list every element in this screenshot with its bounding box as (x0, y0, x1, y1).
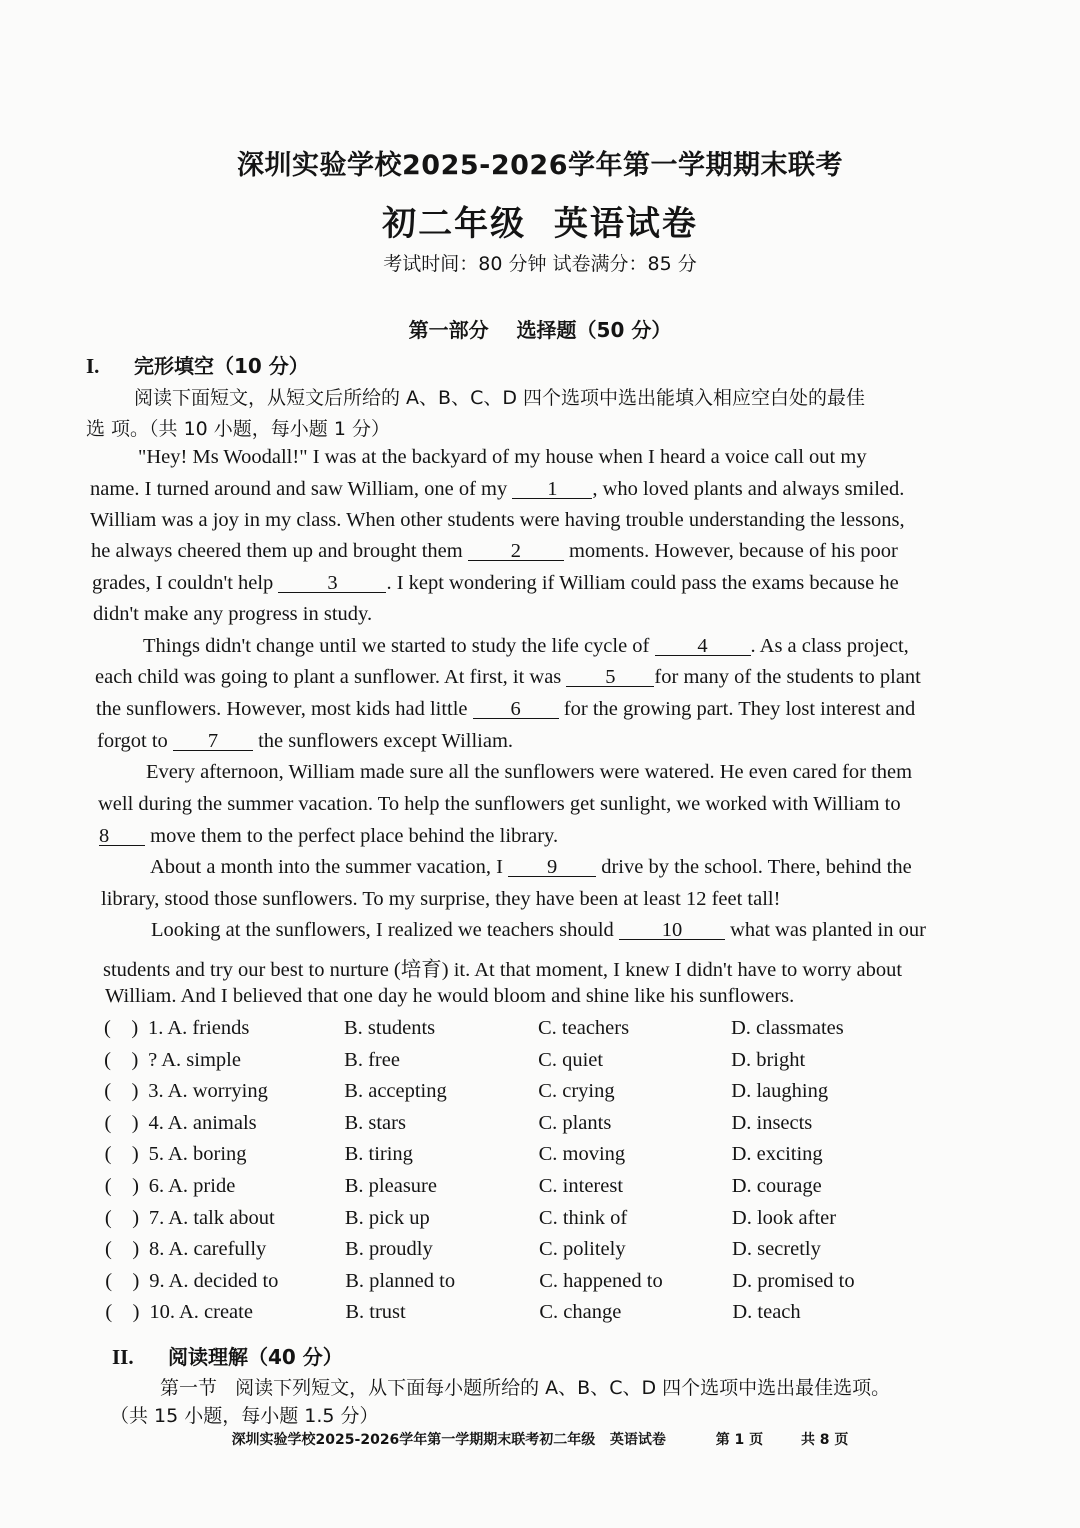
blank-6: 6 (473, 700, 559, 719)
option-a: ? A. simple (148, 1048, 241, 1071)
blank-7: 7 (173, 732, 253, 751)
option-b: B. proudly (345, 1238, 433, 1261)
option-c: C. interest (538, 1175, 624, 1197)
section-1-number: I. (86, 354, 100, 378)
option-c: C. happened to (539, 1269, 663, 1292)
passage-line: Looking at the sunflowers, I realized we teachers should 10 what was planted in our (151, 919, 926, 941)
section-2-number: II. (112, 1345, 134, 1369)
answer-paren[interactable]: ( ) (104, 1017, 139, 1039)
option-c: C. politely (539, 1238, 626, 1261)
option-a: 6. A. pride (148, 1175, 236, 1197)
passage-line: Things didn't change until we started to study the life cycle of 4 . As a class project, (143, 635, 909, 657)
passage-line: well during the summer vacation. To help the sunflowers get sunlight, we worked with William to (98, 793, 901, 815)
option-c: C. moving (538, 1143, 626, 1166)
answer-paren[interactable]: ( ) (104, 1143, 139, 1166)
passage-line: name. I turned around and saw William, one of my 1 , who loved plants and always smiled. (90, 478, 905, 500)
passage-line: 8 move them to the perfect place behind the library. (99, 825, 559, 847)
option-c: C. quiet (538, 1048, 604, 1071)
answer-paren[interactable]: ( ) (104, 1080, 139, 1103)
section-2-instruction-2: （共 15 小题，每小题 1.5 分） (110, 1405, 379, 1427)
option-b: B. pleasure (344, 1175, 437, 1197)
passage-line: William was a joy in my class. When other students were having trouble understanding the lessons, (90, 509, 905, 531)
section-1-heading (86, 350, 309, 379)
section-1-title: 完形填空（10 分） (134, 354, 309, 378)
footer-page-number: 第 1 页 (715, 1432, 764, 1448)
passage-line: didn't make any progress in study. (93, 603, 373, 625)
blank-9: 9 (508, 858, 596, 877)
option-d: D. exciting (731, 1143, 823, 1166)
option-d: D. look after (731, 1206, 837, 1229)
answer-paren[interactable]: ( ) (105, 1301, 140, 1324)
passage-line: students and try our best to nurture (培育) it. At that moment, I knew I didn't have to worry about (103, 959, 903, 981)
option-d: D. courage (731, 1175, 822, 1197)
answer-paren[interactable]: ( ) (104, 1111, 139, 1134)
blank-8: 8 (99, 827, 145, 846)
passage-line: About a month into the summer vacation, I 9 drive by the school. There, behind the (150, 856, 912, 878)
option-d: D. promised to (732, 1269, 855, 1292)
option-d: D. secretly (732, 1238, 821, 1261)
option-a: 3. A. worrying (148, 1080, 268, 1103)
blank-3: 3 (278, 574, 386, 593)
passage-line: the sunflowers. However, most kids had little 6 for the growing part. They lost interest and (96, 698, 916, 720)
footer-exam-name: 深圳实验学校2025-2026学年第一学期期末联考初二年级 英语试卷 (231, 1432, 666, 1448)
exam-title: 深圳实验学校2025-2026学年第一学期期末联考 (237, 150, 843, 181)
option-c: C. change (539, 1301, 622, 1324)
exam-subtitle: 初二年级 英语试卷 (382, 204, 698, 244)
part-title: 第一部分 选择题（50 分） (408, 318, 672, 342)
option-a: 1. A. friends (148, 1017, 250, 1039)
answer-paren[interactable]: ( ) (104, 1206, 140, 1229)
section-1-instruction-1: 阅读下面短文，从短文后所给的 A、B、C、D 四个选项中选出能填入相应空白处的最佳 (134, 387, 866, 409)
option-c: C. plants (538, 1111, 612, 1134)
option-b: B. free (344, 1048, 400, 1071)
option-d: D. insects (731, 1111, 813, 1134)
option-d: D. teach (732, 1301, 801, 1324)
section-2-heading (112, 1341, 343, 1370)
footer-total-pages: 共 8 页 (800, 1432, 849, 1448)
option-b: B. students (344, 1017, 436, 1039)
passage-line: grades, I couldn't help 3 . I kept wondering if William could pass the exams because he (92, 572, 899, 594)
answer-paren[interactable]: ( ) (105, 1238, 140, 1261)
option-d: D. bright (731, 1048, 806, 1071)
blank-2: 2 (468, 542, 564, 561)
section-1-instruction-2: 选 项。（共 10 小题，每小题 1 分） (86, 418, 390, 440)
option-b: B. planned to (345, 1269, 456, 1292)
blank-1: 1 (512, 480, 592, 499)
option-d: D. classmates (731, 1017, 844, 1039)
passage-line: Every afternoon, William made sure all the sunflowers were watered. He even cared for them (146, 761, 913, 783)
option-c: C. think of (538, 1206, 628, 1229)
blank-5: 5 (566, 668, 654, 687)
blank-10: 10 (619, 921, 725, 940)
section-2-title: 阅读理解（40 分） (168, 1345, 343, 1369)
passage-line: William. And I believed that one day he would bloom and shine like his sunflowers. (105, 985, 795, 1007)
option-b: B. trust (345, 1301, 406, 1324)
passage-line: forgot to 7 the sunflowers except William. (97, 730, 514, 752)
option-a: 4. A. animals (148, 1111, 257, 1134)
option-b: B. tiring (344, 1143, 413, 1166)
option-a: 8. A. carefully (149, 1238, 267, 1261)
passage-line: each child was going to plant a sunflower. At first, it was 5 for many of the students to plant (95, 666, 921, 688)
answer-paren[interactable]: ( ) (104, 1175, 139, 1197)
option-b: B. stars (344, 1111, 406, 1134)
option-b: B. pick up (344, 1206, 430, 1229)
answer-paren[interactable]: ( ) (104, 1048, 139, 1071)
passage-line: library, stood those sunflowers. To my surprise, they have been at least 12 feet tall! (101, 888, 781, 910)
blank-4: 4 (655, 637, 751, 656)
passage-line: "Hey! Ms Woodall!" I was at the backyard of my house when I heard a voice call out my (138, 446, 867, 468)
section-2-instruction-1: 第一节 阅读下列短文，从下面每小题所给的 A、B、C、D 四个选项中选出最佳选项。 (160, 1377, 891, 1399)
answer-paren[interactable]: ( ) (105, 1269, 140, 1292)
option-a: 10. A. create (149, 1301, 253, 1324)
option-c: C. crying (538, 1080, 615, 1103)
option-b: B. accepting (344, 1080, 447, 1103)
page-footer (0, 1429, 1080, 1449)
option-a: 7. A. talk about (148, 1206, 275, 1229)
option-d: D. laughing (731, 1080, 829, 1103)
passage-line: he always cheered them up and brought them 2 moments. However, because of his poor (91, 540, 898, 562)
option-a: 5. A. boring (148, 1143, 247, 1166)
option-a: 9. A. decided to (149, 1269, 279, 1292)
option-c: C. teachers (538, 1017, 630, 1039)
exam-info: 考试时间：80 分钟 试卷满分：85 分 (383, 253, 697, 275)
